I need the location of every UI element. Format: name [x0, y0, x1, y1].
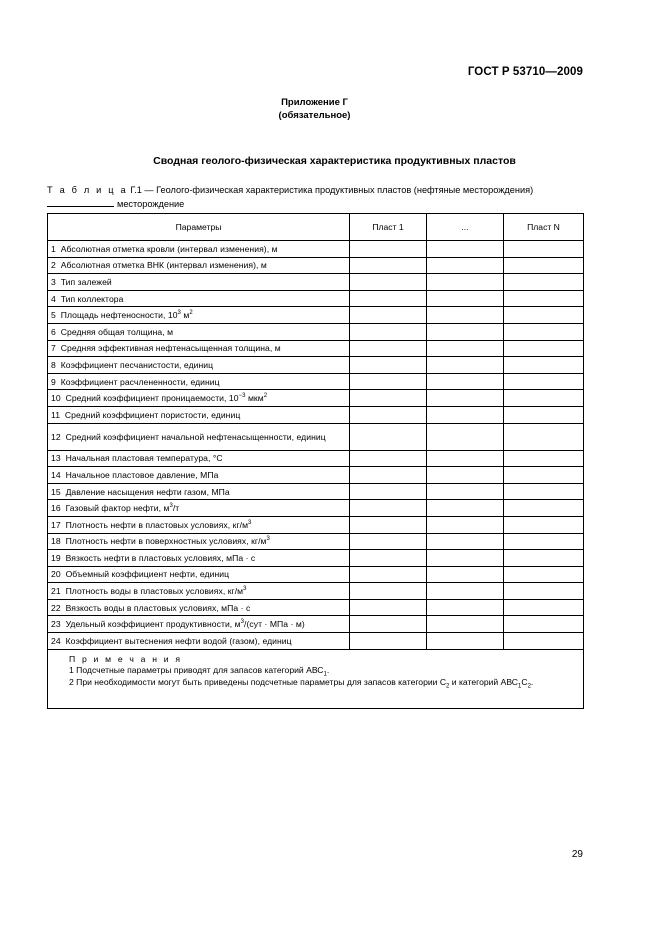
- note-1: [51, 665, 580, 677]
- ellipsis-cell: [427, 257, 504, 274]
- parameter-label: Средняя общая толщина, м: [60, 326, 174, 337]
- row-number: 11: [51, 409, 61, 420]
- layer-1-cell: [350, 550, 427, 567]
- ellipsis-cell: [427, 241, 504, 258]
- ellipsis-cell: [427, 290, 504, 307]
- header-ellipsis: ...: [427, 214, 504, 241]
- layer-1-cell: [350, 467, 427, 484]
- table-row: [48, 467, 584, 484]
- ellipsis-cell: [427, 323, 504, 340]
- parameter-cell: [48, 257, 350, 274]
- parameter-label: Плотность нефти в поверхностных условиях, кг/м: [65, 536, 267, 547]
- layer-1-cell: [350, 599, 427, 616]
- layer-1-cell: [350, 357, 427, 374]
- row-number: 5: [51, 310, 56, 321]
- layer-1-cell: [350, 274, 427, 291]
- ellipsis-cell: [427, 516, 504, 533]
- row-number: 6: [51, 326, 56, 337]
- table-row: [48, 533, 584, 550]
- layer-1-cell: [350, 566, 427, 583]
- note-2-text: 2 При необходимости могут быть приведены подсчетные параметры для запасов категории С: [69, 676, 447, 687]
- ellipsis-cell: [427, 599, 504, 616]
- layer-1-cell: [350, 533, 427, 550]
- parameter-unit-superscript: 2: [189, 310, 193, 317]
- table-row: [48, 274, 584, 291]
- layer-1-cell: [350, 373, 427, 390]
- layer-n-cell: [504, 616, 584, 633]
- notes-heading: П р и м е ч а н и я: [69, 653, 183, 664]
- layer-n-cell: [504, 467, 584, 484]
- parameter-cell: [48, 633, 350, 650]
- header-layer-1: Пласт 1: [350, 214, 427, 241]
- table-row: [48, 599, 584, 616]
- layer-n-cell: [504, 423, 584, 450]
- layer-1-cell: [350, 516, 427, 533]
- note-2-subscript-2: 1: [518, 683, 522, 690]
- ellipsis-cell: [427, 483, 504, 500]
- row-number: 20: [51, 569, 61, 580]
- standard-number: ГОСТ Р 53710—2009: [467, 66, 583, 78]
- layer-1-cell: [350, 633, 427, 650]
- parameter-superscript: 3: [177, 310, 181, 317]
- row-number: 18: [51, 536, 61, 547]
- parameter-unit: м: [180, 310, 190, 321]
- parameter-cell: [48, 483, 350, 500]
- row-number: 3: [51, 276, 56, 287]
- caption-field-suffix: месторождение: [117, 198, 185, 209]
- parameter-label: Объемный коэффициент нефти, единиц: [65, 569, 230, 580]
- ellipsis-cell: [427, 450, 504, 467]
- parameter-superscript: 3: [266, 536, 270, 543]
- table-row: [48, 423, 584, 450]
- parameter-label: Коэффициент вытеснения нефти водой (газом), единиц: [65, 635, 292, 646]
- ellipsis-cell: [427, 406, 504, 423]
- table-row: [48, 406, 584, 423]
- parameter-cell: [48, 583, 350, 600]
- parameter-label: Средняя эффективная нефтенасыщенная толщина, м: [60, 343, 281, 354]
- ellipsis-cell: [427, 633, 504, 650]
- caption-prefix: Т а б л и ц а: [47, 185, 128, 195]
- layer-1-cell: [350, 423, 427, 450]
- note-2-subscript-3: 2: [527, 683, 531, 690]
- table-caption: [47, 184, 607, 210]
- parameter-cell: [48, 467, 350, 484]
- layer-n-cell: [504, 323, 584, 340]
- page-number: 29: [571, 849, 583, 860]
- layer-n-cell: [504, 290, 584, 307]
- appendix-title: Приложение Г: [281, 97, 348, 108]
- appendix-heading: [0, 96, 661, 122]
- note-2-mid: и категорий АВС: [449, 676, 519, 687]
- parameter-cell: [48, 390, 350, 407]
- row-number: 10: [51, 393, 61, 404]
- parameter-cell: [48, 533, 350, 550]
- parameter-superscript: 3: [169, 503, 173, 510]
- table-row: [48, 241, 584, 258]
- row-number: 19: [51, 552, 61, 563]
- layer-1-cell: [350, 257, 427, 274]
- parameter-label: Начальная пластовая температура, °С: [65, 453, 223, 464]
- parameter-cell: [48, 423, 350, 450]
- parameter-cell: [48, 241, 350, 258]
- caption-number: Г.1: [130, 185, 142, 195]
- page-title: Сводная геолого-физическая характеристика продуктивных пластов: [153, 155, 516, 167]
- layer-n-cell: [504, 583, 584, 600]
- note-2: [51, 677, 580, 689]
- layer-n-cell: [504, 406, 584, 423]
- ellipsis-cell: [427, 533, 504, 550]
- ellipsis-cell: [427, 357, 504, 374]
- table-row: [48, 340, 584, 357]
- parameter-cell: [48, 566, 350, 583]
- parameter-superscript: 3: [248, 519, 252, 526]
- layer-n-cell: [504, 274, 584, 291]
- parameter-unit-superscript: 2: [263, 393, 268, 400]
- parameter-label: Удельный коэффициент продуктивности, м: [65, 619, 241, 630]
- field-name-blank: [47, 197, 114, 207]
- parameter-cell: [48, 274, 350, 291]
- parameter-cell: [48, 500, 350, 517]
- row-number: 12: [51, 431, 61, 442]
- parameter-superscript: 3: [240, 619, 245, 626]
- layer-1-cell: [350, 340, 427, 357]
- parameter-label: Вязкость нефти в пластовых условиях, мПа · с: [65, 552, 256, 563]
- notes-cell: [48, 649, 584, 708]
- layer-n-cell: [504, 307, 584, 324]
- row-number: 17: [51, 519, 61, 530]
- ellipsis-cell: [427, 390, 504, 407]
- ellipsis-cell: [427, 307, 504, 324]
- ellipsis-cell: [427, 583, 504, 600]
- table-row: [48, 500, 584, 517]
- row-number: 7: [51, 343, 56, 354]
- table-row: [48, 290, 584, 307]
- appendix-status: (обязательное): [278, 110, 351, 121]
- parameter-unit: мкм: [245, 393, 264, 404]
- layer-1-cell: [350, 307, 427, 324]
- table-row: [48, 633, 584, 650]
- ellipsis-cell: [427, 616, 504, 633]
- layer-n-cell: [504, 533, 584, 550]
- layer-1-cell: [350, 483, 427, 500]
- row-number: 8: [51, 359, 56, 370]
- ellipsis-cell: [427, 274, 504, 291]
- parameter-unit: /т: [172, 503, 180, 514]
- layer-1-cell: [350, 241, 427, 258]
- parameter-label: Начальное пластовое давление, МПа: [65, 469, 219, 480]
- ellipsis-cell: [427, 500, 504, 517]
- table-row: [48, 516, 584, 533]
- ellipsis-cell: [427, 373, 504, 390]
- row-number: 9: [51, 376, 56, 387]
- notes-row: [48, 649, 584, 708]
- parameter-label: Средний коэффициент начальной нефтенасыщенности, единиц: [65, 431, 326, 442]
- parameter-label: Вязкость воды в пластовых условиях, мПа · с: [65, 602, 251, 613]
- note-2-subscript: 2: [446, 683, 450, 690]
- row-number: 2: [51, 260, 56, 271]
- layer-n-cell: [504, 633, 584, 650]
- row-number: 4: [51, 293, 56, 304]
- row-number: 13: [51, 453, 61, 464]
- table-row: [48, 566, 584, 583]
- parameter-superscript: −3: [238, 393, 246, 400]
- note-1-subscript: 1: [323, 671, 327, 678]
- parameter-label: Средний коэффициент пористости, единиц: [64, 409, 241, 420]
- header-layer-n: Пласт N: [504, 214, 584, 241]
- layer-1-cell: [350, 323, 427, 340]
- row-number: 16: [51, 503, 61, 514]
- parameter-label: Плотность воды в пластовых условиях, кг/м: [65, 586, 244, 597]
- ellipsis-cell: [427, 550, 504, 567]
- note-1-end: .: [326, 665, 330, 676]
- layer-n-cell: [504, 500, 584, 517]
- parameter-label: Плотность нефти в пластовых условиях, кг/м: [65, 519, 249, 530]
- parameter-cell: [48, 599, 350, 616]
- parameter-label: Площадь нефтеносности, 10: [60, 310, 178, 321]
- parameter-cell: [48, 516, 350, 533]
- row-number: 1: [51, 243, 56, 254]
- parameter-cell: [48, 290, 350, 307]
- layer-1-cell: [350, 390, 427, 407]
- row-number: 23: [51, 619, 61, 630]
- layer-n-cell: [504, 373, 584, 390]
- parameter-cell: [48, 550, 350, 567]
- ellipsis-cell: [427, 467, 504, 484]
- table-row: [48, 390, 584, 407]
- layer-n-cell: [504, 550, 584, 567]
- row-number: 21: [51, 586, 61, 597]
- layer-n-cell: [504, 357, 584, 374]
- parameter-label: Газовый фактор нефти, м: [65, 503, 170, 514]
- table-row: [48, 373, 584, 390]
- layer-1-cell: [350, 450, 427, 467]
- caption-text: — Геолого-физическая характеристика продуктивных пластов (нефтяные месторождения): [141, 185, 534, 195]
- layer-n-cell: [504, 241, 584, 258]
- table-row: [48, 583, 584, 600]
- table-row: [48, 307, 584, 324]
- table-row: [48, 257, 584, 274]
- parameter-cell: [48, 406, 350, 423]
- ellipsis-cell: [427, 340, 504, 357]
- parameter-label: Тип залежей: [60, 276, 112, 287]
- layer-n-cell: [504, 340, 584, 357]
- layer-n-cell: [504, 516, 584, 533]
- layer-1-cell: [350, 406, 427, 423]
- parameter-cell: [48, 307, 350, 324]
- layer-1-cell: [350, 290, 427, 307]
- table-row: [48, 616, 584, 633]
- row-number: 14: [51, 469, 61, 480]
- table-row: [48, 450, 584, 467]
- parameter-label: Средний коэффициент проницаемости, 10: [65, 393, 239, 404]
- table-row: [48, 483, 584, 500]
- parameter-unit: /(сут · МПа · м): [244, 619, 305, 630]
- note-2-mid-2: С: [521, 676, 528, 687]
- parameter-superscript: 3: [243, 586, 247, 593]
- layer-1-cell: [350, 616, 427, 633]
- note-2-end: .: [530, 676, 534, 687]
- header-parameters: Параметры: [48, 214, 350, 241]
- parameter-cell: [48, 323, 350, 340]
- parameter-cell: [48, 340, 350, 357]
- parameter-cell: [48, 357, 350, 374]
- ellipsis-cell: [427, 423, 504, 450]
- table-row: [48, 550, 584, 567]
- layer-n-cell: [504, 599, 584, 616]
- parameter-cell: [48, 450, 350, 467]
- parameter-label: Абсолютная отметка ВНК (интервал изменения), м: [60, 260, 267, 271]
- parameter-label: Абсолютная отметка кровли (интервал изменения), м: [60, 243, 278, 254]
- parameter-label: Коэффициент расчлененности, единиц: [60, 376, 220, 387]
- parameter-label: Тип коллектора: [60, 293, 124, 304]
- parameter-label: Давление насыщения нефти газом, МПа: [65, 486, 230, 497]
- row-number: 24: [51, 635, 61, 646]
- parameter-label: Коэффициент песчанистости, единиц: [60, 359, 214, 370]
- layer-n-cell: [504, 450, 584, 467]
- ellipsis-cell: [427, 566, 504, 583]
- table-row: [48, 357, 584, 374]
- parameter-cell: [48, 616, 350, 633]
- layer-n-cell: [504, 257, 584, 274]
- parameter-cell: [48, 373, 350, 390]
- row-number: 15: [51, 486, 61, 497]
- row-number: 22: [51, 602, 61, 613]
- layer-n-cell: [504, 483, 584, 500]
- table-header-row: [48, 214, 584, 241]
- layer-1-cell: [350, 583, 427, 600]
- layer-1-cell: [350, 500, 427, 517]
- layer-n-cell: [504, 390, 584, 407]
- table-row: [48, 323, 584, 340]
- characteristics-table: [47, 213, 584, 709]
- layer-n-cell: [504, 566, 584, 583]
- note-1-text: 1 Подсчетные параметры приводят для запасов категорий АВС: [69, 665, 324, 676]
